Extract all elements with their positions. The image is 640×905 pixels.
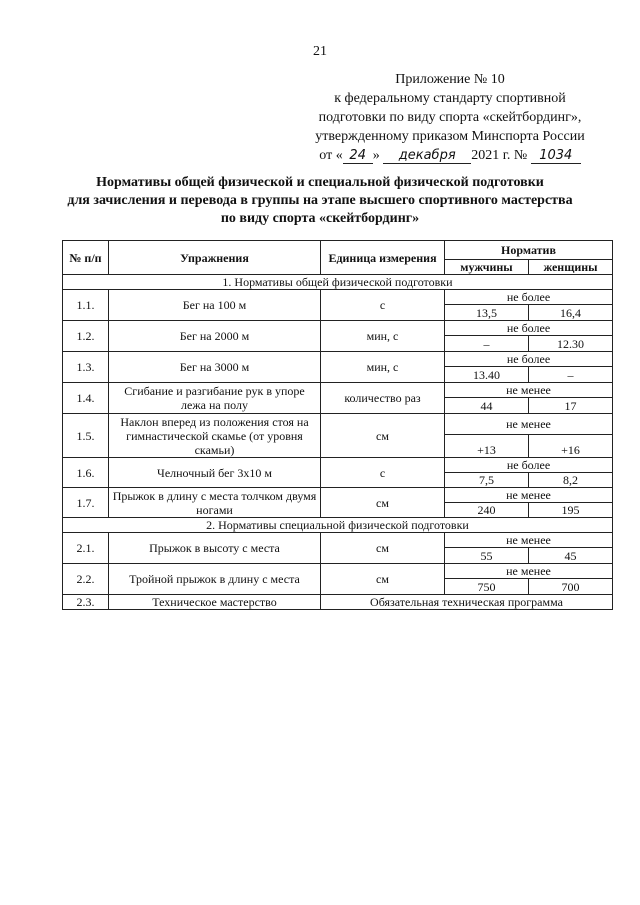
document-title xyxy=(40,174,600,228)
handwritten-order-number: 1034 xyxy=(531,149,581,164)
row-value-program: Обязательная техническая программа xyxy=(321,595,613,610)
row-exercise: Бег на 3000 м xyxy=(109,352,321,383)
header-num: № п/п xyxy=(63,241,109,275)
appendix-line3: подготовки по виду спорта «скейтбординг», xyxy=(318,110,582,125)
row-value-women: 12.30 xyxy=(529,336,613,352)
row-value-women: 700 xyxy=(529,579,613,595)
date-prefix: от « xyxy=(319,148,343,163)
handwritten-day: 24 xyxy=(343,149,373,164)
row-value-men: 13.40 xyxy=(445,367,529,383)
row-unit: мин, с xyxy=(321,321,445,352)
row-value-men: 750 xyxy=(445,579,529,595)
appendix-date-line xyxy=(300,146,600,165)
appendix-line2: к федеральному стандарту спортивной xyxy=(334,91,566,106)
date-mid: » xyxy=(372,148,380,163)
appendix-line4: утвержденному приказом Минспорта России xyxy=(315,129,585,144)
row-num: 1.5. xyxy=(63,414,109,458)
row-condition: не более xyxy=(445,321,613,336)
row-condition: не менее xyxy=(445,564,613,579)
header-norm: Норматив xyxy=(445,241,613,260)
row-unit: мин, с xyxy=(321,352,445,383)
row-value-men: – xyxy=(445,336,529,352)
date-year: 2021 г. № xyxy=(471,148,528,163)
row-condition: не более xyxy=(445,290,613,305)
row-exercise: Челночный бег 3х10 м xyxy=(109,458,321,488)
header-women: женщины xyxy=(529,260,613,275)
row-value-women: 8,2 xyxy=(529,473,613,488)
row-value-women: +16 xyxy=(529,435,613,458)
row-value-men: +13 xyxy=(445,435,529,458)
row-num: 1.3. xyxy=(63,352,109,383)
page-number: 21 xyxy=(313,44,327,59)
row-value-women: 16,4 xyxy=(529,305,613,321)
row-value-men: 55 xyxy=(445,548,529,564)
row-value-men: 240 xyxy=(445,503,529,518)
row-condition: не менее xyxy=(445,488,613,503)
row-value-women: 195 xyxy=(529,503,613,518)
standards-table xyxy=(62,240,613,610)
row-exercise: Тройной прыжок в длину с места xyxy=(109,564,321,595)
header-men: мужчины xyxy=(445,260,529,275)
row-num: 1.4. xyxy=(63,383,109,414)
row-exercise: Сгибание и разгибание рук в упоре лежа на полу xyxy=(109,383,321,414)
row-value-women: 45 xyxy=(529,548,613,564)
row-num: 2.1. xyxy=(63,533,109,564)
row-condition: не менее xyxy=(445,533,613,548)
row-unit: см xyxy=(321,533,445,564)
row-num: 1.2. xyxy=(63,321,109,352)
row-unit: количество раз xyxy=(321,383,445,414)
title-line2: для зачисления и перевода в группы на этапе высшего спортивного мастерства xyxy=(67,193,573,208)
row-value-men: 7,5 xyxy=(445,473,529,488)
row-num: 1.6. xyxy=(63,458,109,488)
row-exercise: Бег на 2000 м xyxy=(109,321,321,352)
row-unit: см xyxy=(321,564,445,595)
row-condition: не более xyxy=(445,352,613,367)
row-num: 1.7. xyxy=(63,488,109,518)
row-unit: с xyxy=(321,458,445,488)
row-unit: с xyxy=(321,290,445,321)
row-exercise: Прыжок в высоту с места xyxy=(109,533,321,564)
appendix-line1: Приложение № 10 xyxy=(395,72,505,87)
row-value-women: – xyxy=(529,367,613,383)
row-value-men: 44 xyxy=(445,398,529,414)
title-line1: Нормативы общей физической и специальной физической подготовки xyxy=(96,175,544,190)
handwritten-month: декабря xyxy=(383,149,471,164)
row-exercise: Бег на 100 м xyxy=(109,290,321,321)
row-unit: см xyxy=(321,414,445,458)
row-value-men: 13,5 xyxy=(445,305,529,321)
section-1-heading: 1. Нормативы общей физической подготовки xyxy=(63,275,613,290)
row-value-women: 17 xyxy=(529,398,613,414)
row-exercise: Техническое мастерство xyxy=(109,595,321,610)
title-line3: по виду спорта «скейтбординг» xyxy=(220,211,420,226)
header-exercise: Упражнения xyxy=(109,241,321,275)
row-num: 2.3. xyxy=(63,595,109,610)
row-condition: не более xyxy=(445,458,613,473)
row-num: 1.1. xyxy=(63,290,109,321)
row-condition: не менее xyxy=(445,383,613,398)
section-2-heading: 2. Нормативы специальной физической подготовки xyxy=(63,518,613,533)
row-condition: не менее xyxy=(445,414,613,435)
header-unit: Единица измерения xyxy=(321,241,445,275)
appendix-block xyxy=(300,70,600,165)
row-exercise: Наклон вперед из положения стоя на гимнастической скамье (от уровня скамьи) xyxy=(109,414,321,458)
row-unit: см xyxy=(321,488,445,518)
row-exercise: Прыжок в длину с места толчком двумя ногами xyxy=(109,488,321,518)
row-num: 2.2. xyxy=(63,564,109,595)
